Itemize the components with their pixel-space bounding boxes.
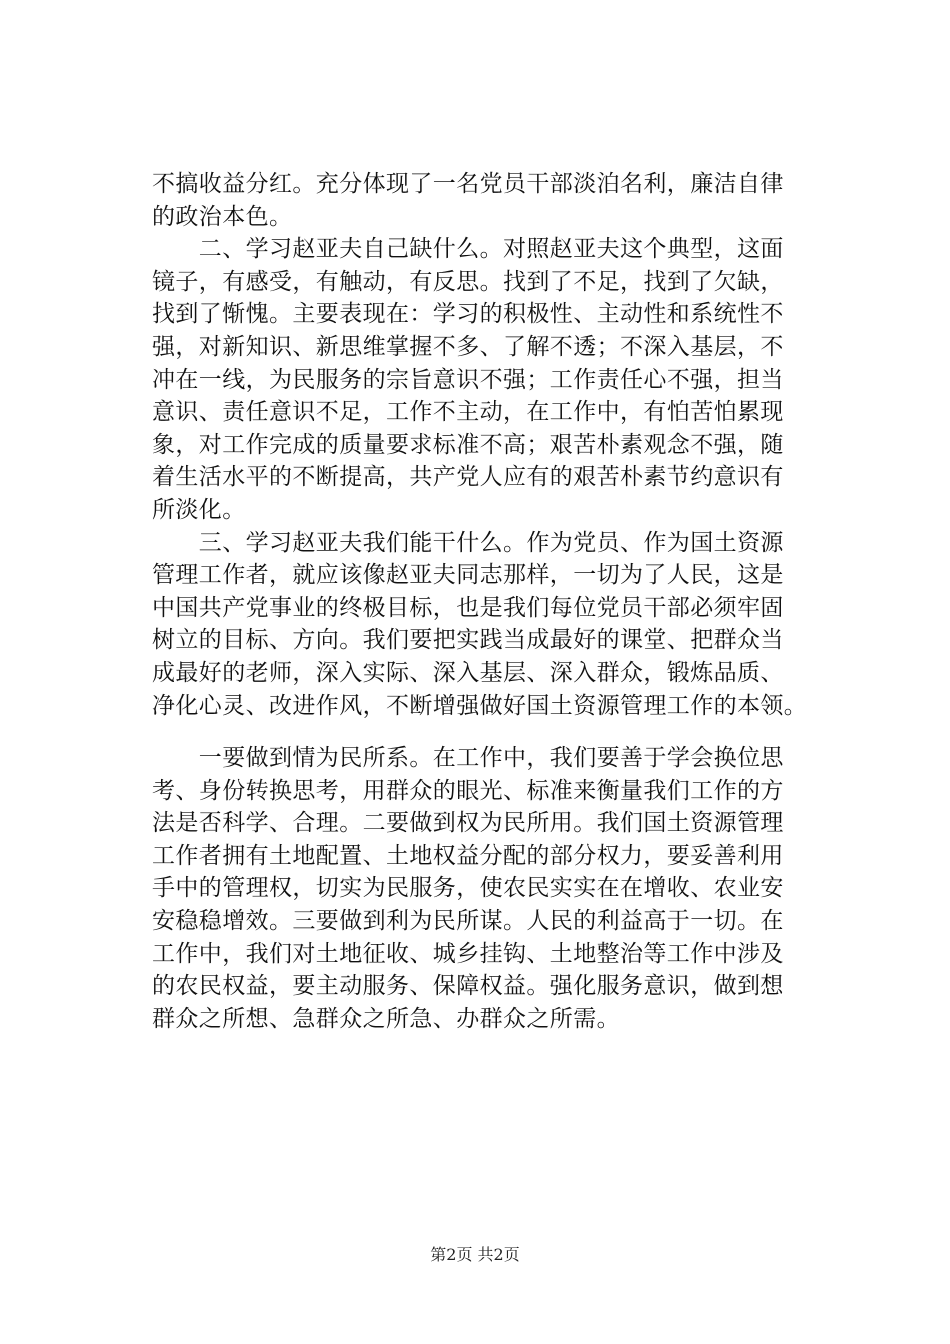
text-line: 强，对新知识、新思维掌握不多、了解不透；不深入基层，不 bbox=[152, 333, 784, 360]
text-line: 树立的目标、方向。我们要把实践当成最好的课堂、把群众当 bbox=[152, 627, 784, 654]
paragraph-gap bbox=[152, 722, 852, 742]
text-line: 群众之所想、急群众之所急、办群众之所需。 bbox=[152, 1005, 620, 1032]
page-number-footer: 第2页 共2页 bbox=[430, 1245, 520, 1264]
text-line: 冲在一线，为民服务的宗旨意识不强；工作责任心不强，担当 bbox=[152, 366, 784, 393]
text-line: 所淡化。 bbox=[152, 496, 246, 523]
text-line: 成最好的老师，深入实际、深入基层、深入群众，锻炼品质、 bbox=[152, 659, 784, 686]
text-line: 二、学习赵亚夫自己缺什么。对照赵亚夫这个典型，这面 bbox=[152, 236, 784, 263]
text-line: 意识、责任意识不足，工作不主动，在工作中，有怕苦怕累现 bbox=[152, 399, 784, 426]
text-line: 不搞收益分红。充分体现了一名党员干部淡泊名利，廉洁自律 bbox=[152, 171, 784, 197]
text-line: 法是否科学、合理。二要做到权为民所用。我们国土资源管理 bbox=[152, 810, 784, 837]
text-line: 管理工作者，就应该像赵亚夫同志那样，一切为了人民，这是 bbox=[152, 562, 784, 589]
text-line: 镜子，有感受，有触动，有反思。找到了不足，找到了欠缺， bbox=[152, 268, 784, 295]
text-line: 象，对工作完成的质量要求标准不高；艰苦朴素观念不强，随 bbox=[152, 431, 784, 458]
text-line: 一要做到情为民所系。在工作中，我们要善于学会换位思 bbox=[152, 745, 784, 772]
text-line: 三、学习赵亚夫我们能干什么。作为党员、作为国土资源 bbox=[152, 529, 784, 556]
text-line: 工作中，我们对土地征收、城乡挂钩、土地整治等工作中涉及 bbox=[152, 940, 784, 967]
text-line: 中国共产党事业的终极目标，也是我们每位党员干部必须牢固 bbox=[152, 594, 784, 621]
text-line: 工作者拥有土地配置、土地权益分配的部分权力，要妥善利用 bbox=[152, 842, 784, 869]
text-line: 着生活水平的不断提高，共产党人应有的艰苦朴素节约意识有 bbox=[152, 464, 784, 491]
text-line: 找到了惭愧。主要表现在：学习的积极性、主动性和系统性不 bbox=[152, 301, 784, 328]
text-line: 安稳稳增效。三要做到利为民所谋。人民的利益高于一切。在 bbox=[152, 908, 784, 935]
text-line: 手中的管理权，切实为民服务，使农民实实在在增收、农业安 bbox=[152, 875, 784, 902]
text-line: 净化心灵、改进作风，不断增强做好国土资源管理工作的本领。 bbox=[152, 692, 808, 719]
text-line: 的农民权益，要主动服务、保障权益。强化服务意识，做到想 bbox=[152, 973, 784, 1000]
document-body bbox=[152, 168, 852, 1035]
text-line: 的政治本色。 bbox=[152, 203, 293, 230]
text-line: 考、身份转换思考，用群众的眼光、标准来衡量我们工作的方 bbox=[152, 777, 784, 804]
